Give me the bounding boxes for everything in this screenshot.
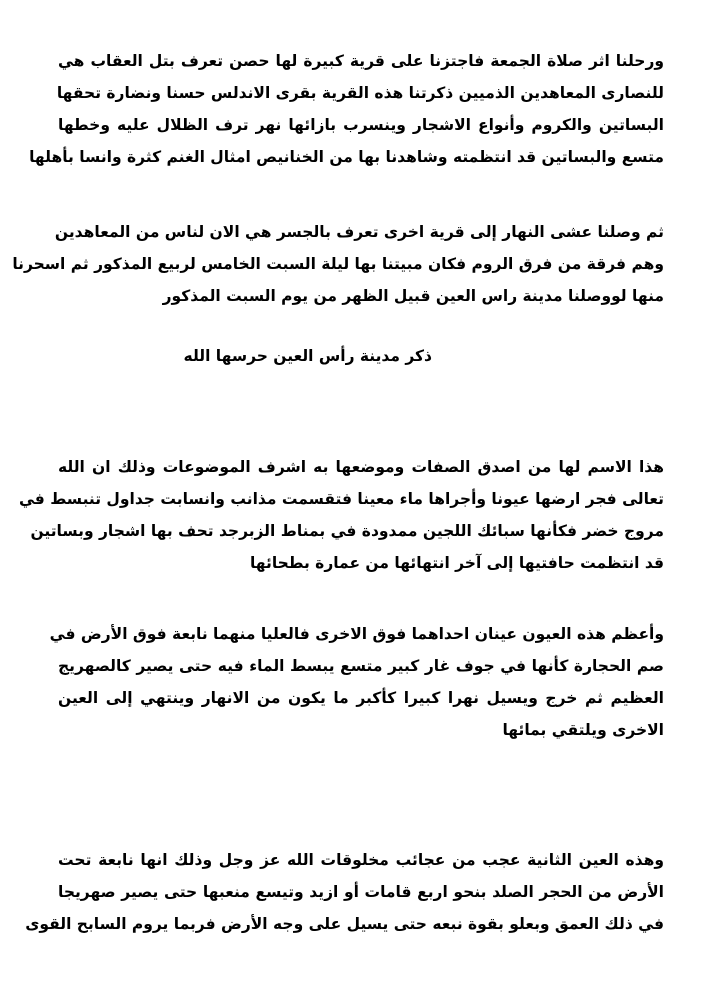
section-heading: ذكر مدينة رأس العين حرسها الله	[183, 347, 432, 365]
text-line: قد انتظمت حافتيها إلى آخر انتهائها من عمارة بطحائها	[249, 554, 664, 572]
text-line: وأعظم هذه العيون عينان احداهما فوق الاخرى فالعليا منهما نابعة فوق الأرض في	[49, 625, 664, 643]
text-line: ثم وصلنا عشى النهار إلى قرية اخرى تعرف بالجسر هي الان لناس من المعاهدين	[54, 223, 664, 241]
text-line: منها لووصلنا مدينة راس العين قبيل الظهر من يوم السبت المذكور	[162, 287, 664, 305]
paragraph-5	[25, 844, 664, 940]
text-line: هذا الاسم لها من اصدق الصفات وموضعها به اشرف الموضوعات وذلك ان الله	[58, 458, 664, 476]
text-line: صم الحجارة كأنها في جوف غار كبير متسع يبسط الماء فيه حتى يصير كالصهريج	[58, 657, 664, 675]
text-line: ورحلنا اثر صلاة الجمعة فاجتزنا على قرية كبيرة لها حصن تعرف بتل العقاب هي	[58, 52, 664, 70]
text-line: العظيم ثم خرج ويسيل نهرا كبيرا كأكبر ما يكون من الانهار وينتهي إلى العين	[58, 689, 664, 707]
text-line: للنصارى المعاهدين الذميين ذكرتنا هذه القرية بقرى الاندلس حسنا ونضارة تحقها	[56, 84, 664, 102]
text-line: الأرض من الحجر الصلد بنحو اربع قامات أو ازيد وتيسع منعبها حتى يصير صهريجا	[58, 883, 664, 901]
text-line: مروج خضر فكأنها سبائك اللجين ممدودة في بمناط الزبرجد تحف بها اشجار وبساتين	[30, 522, 664, 540]
text-line: في ذلك العمق وبعلو بقوة نبعه حتى يسيل على وجه الأرض فربما يروم السابح القوى	[25, 915, 664, 933]
text-line: وهذه العين الثانية عجب من عجائب مخلوقات الله عز وجل وذلك انها نابعة تحت	[58, 851, 664, 869]
text-line: الاخرى ويلتقي بمائها	[502, 721, 664, 739]
text-line: متسع والبساتين قد انتظمته وشاهدنا بها من الخنانيص امثال الغنم كثرة وانسا بأهلها	[29, 148, 664, 166]
text-line: البساتين والكروم وأنواع الاشجار وينسرب بازائها نهر ترف الظلال عليه وخطها	[58, 116, 664, 134]
paragraph-3	[18, 451, 664, 579]
paragraph-1	[29, 45, 664, 173]
text-line: تعالى فجر ارضها عيونا وأجراها ماء معينا فتقسمت مذانب وانسابت جداول تنبسط في	[18, 490, 664, 508]
paragraph-4	[49, 618, 664, 746]
paragraph-2	[12, 216, 664, 312]
text-line: وهم فرقة من فرق الروم فكان مبيتنا بها ليلة السبت الخامس لربيع المذكور ثم اسحرنا	[12, 255, 664, 273]
